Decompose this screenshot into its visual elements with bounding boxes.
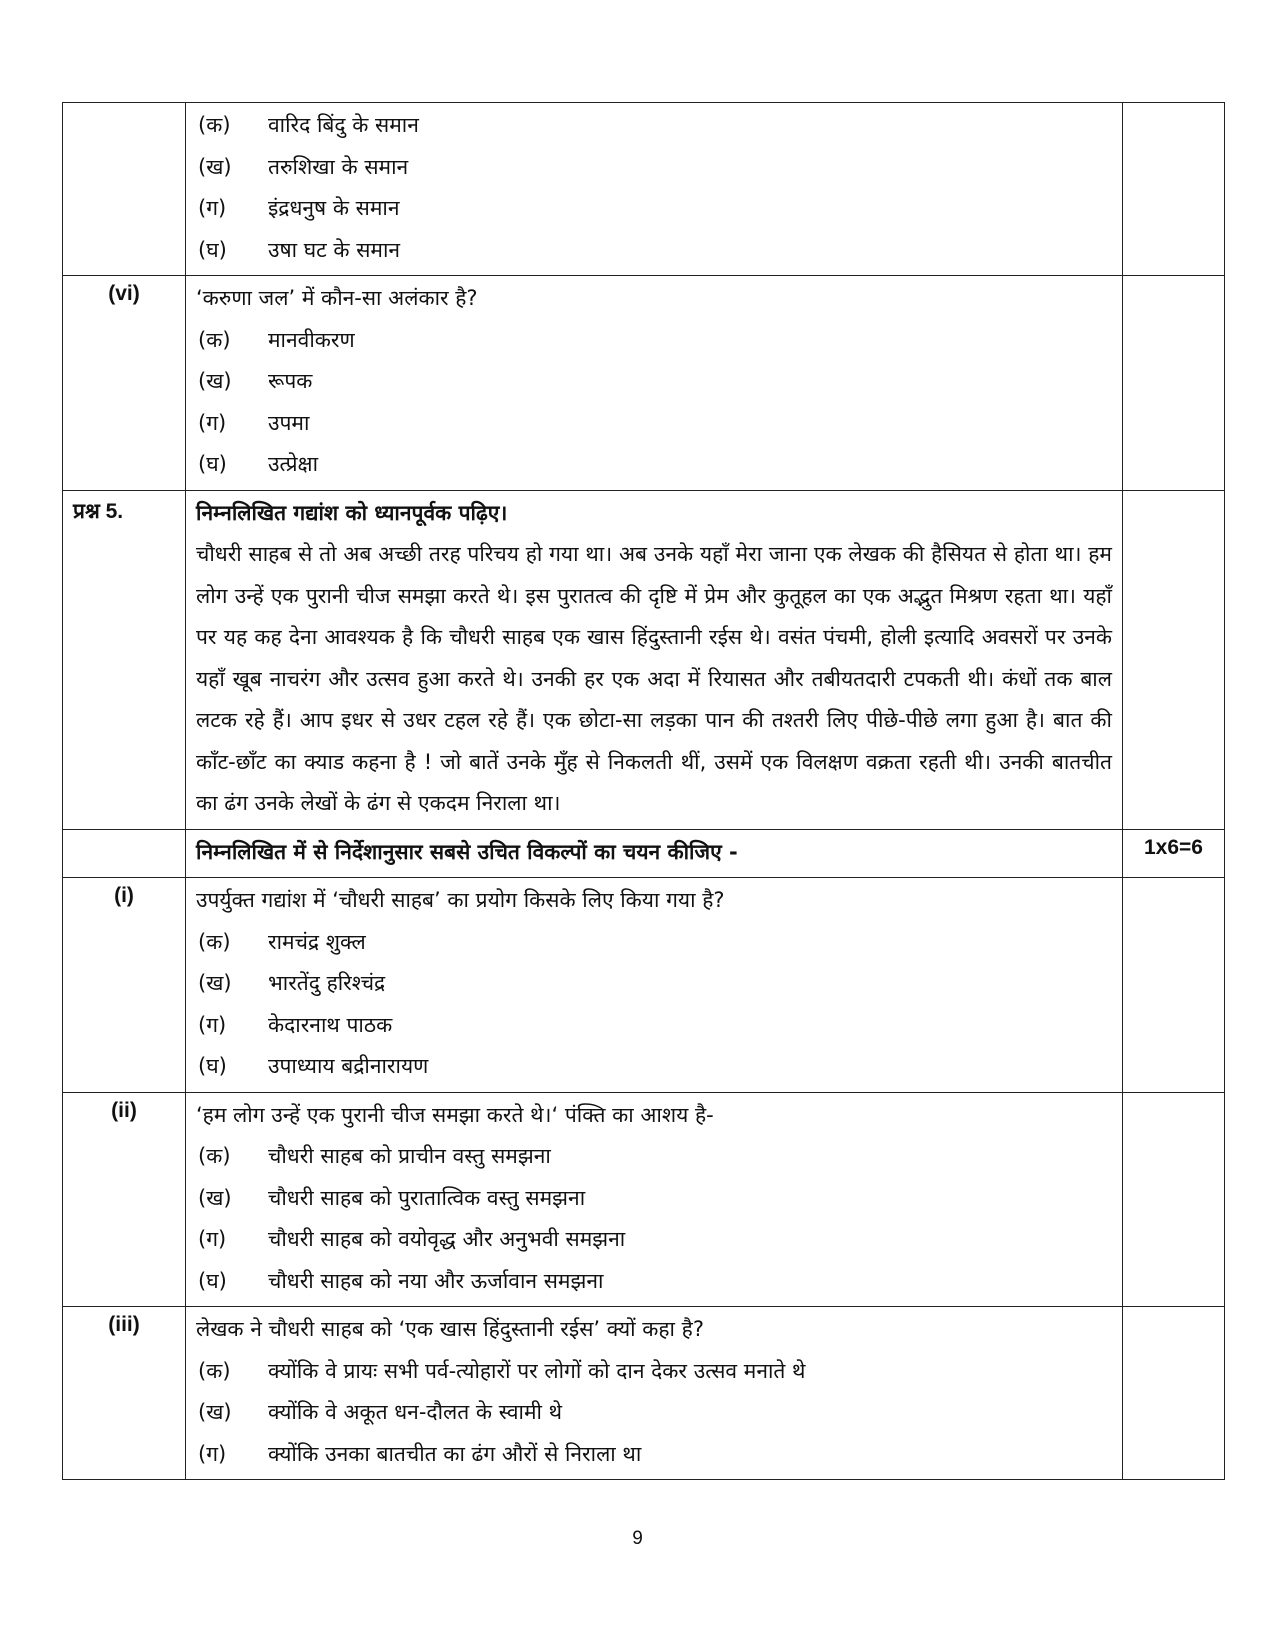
option: (ख) तरुशिखा के समान [198, 154, 409, 179]
number-cell [63, 829, 186, 878]
option: (ग) उपमा [198, 410, 310, 435]
table-row [63, 1307, 1225, 1480]
option: (ग) इंद्रधनुष के समान [198, 196, 400, 220]
marks-cell [1123, 103, 1225, 276]
question-number: (iii) [63, 1307, 186, 1480]
table-row [63, 490, 1225, 829]
option: (घ) उषा घट के समान [198, 237, 401, 262]
option: (घ) चौधरी साहब को नया और ऊर्जावान समझना [198, 1268, 604, 1293]
marks-cell [1123, 490, 1225, 829]
question-table [62, 102, 1225, 1480]
number-cell [63, 103, 186, 276]
option: (ग) क्योंकि उनका बातचीत का ढंग औरों से निराला था [198, 1441, 642, 1466]
option: (क) वारिद बिंदु के समान [198, 113, 419, 137]
question-number: (ii) [63, 1092, 186, 1307]
question-text: उपर्युक्त गद्यांश में ‘चौधरी साहब’ का प्रयोग किसके लिए किया गया है? [196, 888, 725, 912]
option: (ग) चौधरी साहब को वयोवृद्ध और अनुभवी समझना [198, 1227, 626, 1251]
content-cell [186, 829, 1123, 878]
question-text: ‘करुणा जल’ में कौन-सा अलंकार है? [196, 286, 478, 310]
page-number: 9 [632, 1528, 643, 1549]
option: (घ) उपाध्याय बद्रीनारायण [198, 1054, 429, 1078]
option: (क) क्योंकि वे प्रायः सभी पर्व-त्योहारों पर लोगों को दान देकर उत्सव मनाते थे [198, 1358, 806, 1383]
table-row [63, 103, 1225, 276]
marks-cell [1123, 1307, 1225, 1480]
passage-text: चौधरी साहब से तो अब अच्छी तरह परिचय हो गया था। अब उनके यहाँ मेरा जाना एक लेखक की हैसियत से होता था। हम लोग उन्हें एक पुरानी चीज समझा करते थे। इस पुरातत्व की दृष्टि में प्रेम और कुतूहल का एक अद्भुत मिश्रण रहता था। यहाँ पर यह कह देना आवश्यक है कि चौधरी साहब एक खास हिंदुस्तानी रईस थे। वसंत पंचमी, होली इत्यादि अवसरों पर उनके यहाँ खूब नाचरंग और उत्सव हुआ करते थे। उनकी हर एक अदा में रियासत और तबीयतदारी टपकती थी। कंधों तक बाल लटक रहे हैं। आप इधर से उधर टहल रहे हैं। एक छोटा-सा लड़का पान की तश्तरी लिए पीछे-पीछे लगा हुआ है। बात की काँट-छाँट का क्याड कहना है ! जो बातें उनके मुँह से निकलती थीं, उसमें एक विलक्षण वक्रता रहती थी। उनकी बातचीत का ढंग उनके लेखों के ढंग से एकदम निराला था। [196, 542, 1112, 815]
passage-heading: निम्नलिखित गद्यांश को ध्यानपूर्वक पढ़िए। [196, 500, 508, 525]
option: (क) रामचंद्र शुक्ल [198, 929, 366, 954]
question-text: लेखक ने चौधरी साहब को ‘एक खास हिंदुस्तानी रईस’ क्यों कहा है? [196, 1317, 704, 1341]
content-cell [186, 878, 1123, 1093]
content-cell [186, 1307, 1123, 1480]
option: (ख) चौधरी साहब को पुरातात्विक वस्तु समझना [198, 1185, 586, 1210]
content-cell [186, 1092, 1123, 1307]
option: (क) चौधरी साहब को प्राचीन वस्तु समझना [198, 1144, 551, 1168]
table-row [63, 829, 1225, 878]
question-number: प्रश्न 5. [63, 490, 186, 829]
marks-cell [1123, 1092, 1225, 1307]
content-cell [186, 490, 1123, 829]
marks-cell [1123, 878, 1225, 1093]
question-number: (vi) [63, 276, 186, 491]
question-text: ‘हम लोग उन्हें एक पुरानी चीज समझा करते थे।‘ पंक्ति का आशय है- [196, 1102, 714, 1127]
question-number: (i) [63, 878, 186, 1093]
table-row [63, 878, 1225, 1093]
option: (ग) केदारनाथ पाठक [198, 1012, 393, 1037]
option: (ख) क्योंकि वे अकूत धन-दौलत के स्वामी थे [198, 1400, 563, 1424]
content-cell [186, 103, 1123, 276]
instruction-text: निम्नलिखित में से निर्देशानुसार सबसे उचित विकल्पों का चयन कीजिए - [196, 839, 738, 864]
option: (घ) उत्प्रेक्षा [198, 452, 319, 476]
content-cell [186, 276, 1123, 491]
marks-cell [1123, 276, 1225, 491]
table-row [63, 1092, 1225, 1307]
option: (ख) रूपक [198, 369, 313, 393]
marks-value: 1x6=6 [1123, 829, 1225, 878]
table-row [63, 276, 1225, 491]
option: (ख) भारतेंदु हरिश्चंद्र [198, 971, 386, 995]
option: (क) मानवीकरण [198, 327, 355, 352]
